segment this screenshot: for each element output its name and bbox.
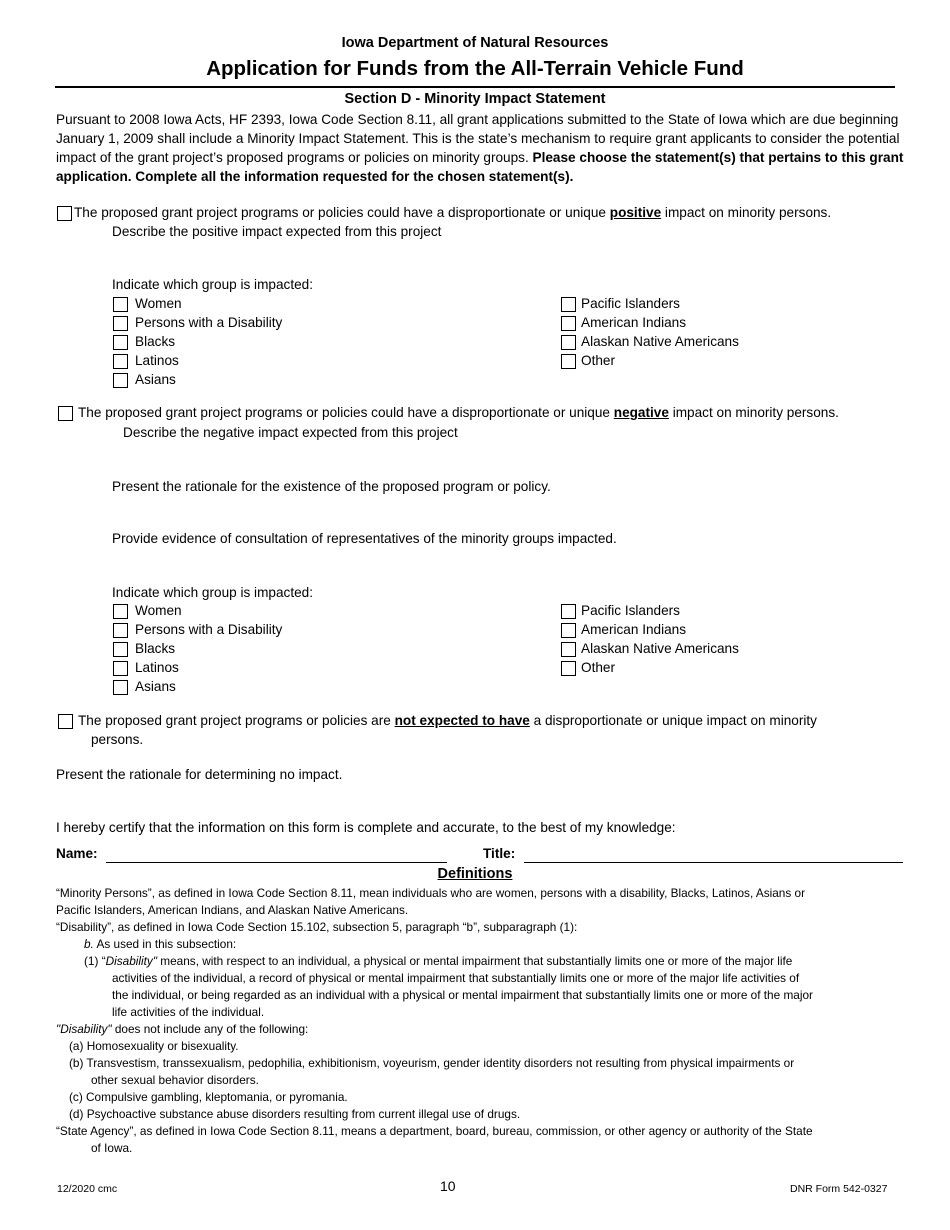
negative-asians-label: Asians (135, 679, 176, 694)
positive-pacific-checkbox[interactable] (561, 297, 576, 312)
positive-statement-end: impact on minority persons. (664, 205, 832, 220)
negative-american-indians-label: American Indians (581, 622, 687, 637)
section-title: Section D - Minority Impact Statement (344, 91, 606, 107)
positive-asians-label: Asians (135, 372, 176, 387)
def-minority-line-2: Pacific Islanders, American Indians, and Alaskan Native Americans. (56, 903, 409, 917)
negative-describe-label: Describe the negative impact expected from this project (123, 425, 458, 440)
no-impact-checkbox[interactable] (58, 714, 73, 729)
negative-statement-end: impact on minority persons. (672, 405, 839, 420)
footer-date: 12/2020 cmc (57, 1183, 118, 1195)
negative-statement (78, 405, 839, 420)
def-one-text: means, with respect to an individual, a physical or mental impairment that substantially limits one or more of the major life (160, 954, 793, 968)
def-one-term: Disability" (105, 954, 158, 968)
def-one-line-4: life activities of the individual. (112, 1005, 265, 1019)
agency-name: Iowa Department of Natural Resources (341, 35, 609, 51)
negative-impact-checkbox[interactable] (58, 406, 73, 421)
negative-blacks-label: Blacks (135, 641, 176, 656)
positive-latinos-checkbox[interactable] (113, 354, 128, 369)
negative-keyword: negative (613, 405, 669, 420)
def-b-line (84, 936, 236, 953)
negative-disability-checkbox[interactable] (113, 623, 128, 638)
no-impact-statement-text: The proposed grant project programs or policies are (78, 713, 391, 728)
no-impact-keyword: not expected to have (394, 713, 530, 728)
negative-statement-text: The proposed grant project programs or policies could have a disproportionate or unique (78, 405, 610, 420)
intro-text: Pursuant to 2008 Iowa Acts, HF 2393, Iowa Code Section 8.11, all grant applications submitted to the State of Iowa which are due beginning January 1, 2009 shall include a Minority Impact Statement. This is the state’s mechanism to require grant applicants to consider the potential impact of the grant project’s proposed programs or policies on minority groups. (56, 112, 900, 165)
negative-indicate-label: Indicate which group is impacted: (112, 585, 313, 600)
def-item-b-line-1: (b) Transvestism, transsexualism, pedophilia, exhibitionism, voyeurism, gender identity disorders not resulting from physical impairments or (69, 1056, 795, 1070)
title-label: Title: (483, 846, 516, 861)
title-field[interactable] (524, 862, 903, 863)
def-item-d: (d) Psychoactive substance abuse disorders resulting from current illegal use of drugs. (69, 1107, 521, 1121)
form-title: Application for Funds from the All-Terrain Vehicle Fund (206, 57, 744, 80)
positive-describe-label: Describe the positive impact expected from this project (112, 224, 442, 239)
def-not-term: "Disability" (56, 1022, 112, 1036)
negative-asians-checkbox[interactable] (113, 680, 128, 695)
positive-alaskan-checkbox[interactable] (561, 335, 576, 350)
certify-text: I hereby certify that the information on this form is complete and accurate, to the best of my knowledge: (56, 820, 676, 835)
negative-latinos-checkbox[interactable] (113, 661, 128, 676)
negative-latinos-label: Latinos (135, 660, 179, 675)
header-rule (55, 86, 895, 88)
def-item-c: (c) Compulsive gambling, kleptomania, or pyromania. (69, 1090, 348, 1104)
negative-blacks-checkbox[interactable] (113, 642, 128, 657)
positive-other-label: Other (581, 353, 615, 368)
def-b-label: b. (84, 937, 94, 951)
def-item-a: (a) Homosexuality or bisexuality. (69, 1039, 239, 1053)
positive-women-label: Women (135, 296, 182, 311)
name-label: Name: (56, 846, 98, 861)
negative-women-checkbox[interactable] (113, 604, 128, 619)
def-minority-line-1: “Minority Persons”, as defined in Iowa Code Section 8.11, mean individuals who are women, persons with a disability, Blacks, Latinos, Asians or (56, 886, 806, 900)
positive-american-indians-label: American Indians (581, 315, 687, 330)
no-impact-statement (78, 713, 817, 728)
positive-latinos-label: Latinos (135, 353, 179, 368)
negative-american-indians-checkbox[interactable] (561, 623, 576, 638)
def-one-line-3: the individual, or being regarded as an individual with a physical or mental impairment that substantially limits one or more of the major (112, 988, 813, 1002)
positive-indicate-label: Indicate which group is impacted: (112, 277, 313, 292)
intro-paragraph (56, 110, 906, 186)
definitions-heading: Definitions (437, 866, 513, 882)
def-disability-intro: “Disability”, as defined in Iowa Code Section 15.102, subsection 5, paragraph “b”, subparagraph (1): (56, 920, 578, 934)
positive-pacific-label: Pacific Islanders (581, 296, 680, 311)
negative-alaskan-checkbox[interactable] (561, 642, 576, 657)
positive-other-checkbox[interactable] (561, 354, 576, 369)
positive-impact-checkbox[interactable] (57, 206, 72, 221)
def-not-text: does not include any of the following: (114, 1022, 309, 1036)
positive-statement-text: The proposed grant project programs or policies could have a disproportionate or unique (74, 205, 606, 220)
negative-rationale-label: Present the rationale for the existence of the proposed program or policy. (112, 479, 551, 494)
def-item-b-line-2: other sexual behavior disorders. (91, 1073, 259, 1087)
def-state-agency-line-1: “State Agency”, as defined in Iowa Code Section 8.11, means a department, board, bureau, commission, or other agency or authority of the State (56, 1124, 813, 1138)
def-b-text: As used in this subsection: (96, 937, 237, 951)
page-number: 10 (440, 1178, 456, 1194)
name-field[interactable] (106, 862, 447, 863)
def-not-include (56, 1021, 308, 1038)
no-impact-statement-continued: persons. (91, 732, 144, 747)
positive-keyword: positive (609, 205, 662, 220)
negative-pacific-checkbox[interactable] (561, 604, 576, 619)
negative-pacific-label: Pacific Islanders (581, 603, 680, 618)
def-one-line-2: activities of the individual, a record of physical or mental impairment that substantially limits one or more of the major life activities of (112, 971, 800, 985)
positive-disability-label: Persons with a Disability (135, 315, 283, 330)
negative-other-checkbox[interactable] (561, 661, 576, 676)
negative-evidence-label: Provide evidence of consultation of representatives of the minority groups impacted. (112, 531, 617, 546)
intro-instruction: Please choose the statement(s) that pertains to this grant application. Complete all the information requested for the chosen statement(s). (56, 150, 904, 184)
negative-women-label: Women (135, 603, 182, 618)
negative-other-label: Other (581, 660, 615, 675)
def-state-agency-line-2: of Iowa. (91, 1141, 133, 1155)
negative-disability-label: Persons with a Disability (135, 622, 283, 637)
positive-american-indians-checkbox[interactable] (561, 316, 576, 331)
def-one-line-1 (84, 953, 792, 970)
footer-form-number: DNR Form 542-0327 (790, 1183, 888, 1195)
no-impact-statement-end: a disproportionate or unique impact on minority (533, 713, 817, 728)
positive-blacks-label: Blacks (135, 334, 176, 349)
positive-disability-checkbox[interactable] (113, 316, 128, 331)
positive-statement (74, 205, 831, 220)
negative-alaskan-label: Alaskan Native Americans (581, 641, 739, 656)
positive-alaskan-label: Alaskan Native Americans (581, 334, 739, 349)
positive-asians-checkbox[interactable] (113, 373, 128, 388)
def-one-label: (1) “ (84, 954, 106, 968)
positive-blacks-checkbox[interactable] (113, 335, 128, 350)
positive-women-checkbox[interactable] (113, 297, 128, 312)
no-impact-rationale-label: Present the rationale for determining no impact. (56, 767, 343, 782)
